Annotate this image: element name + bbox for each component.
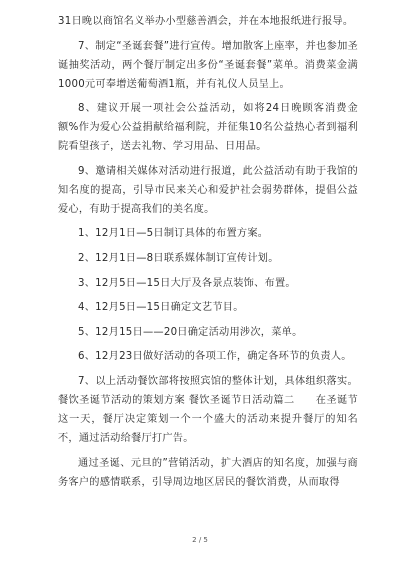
- paragraph: 31日晚以商馆名义举办小型慈善酒会，并在本地报纸进行报导。: [58, 16, 354, 27]
- schedule-item: 5、12月15日——20日确定活动用涉次，菜单。: [78, 326, 303, 338]
- schedule-item: 2、12月1日—8日联系媒体制订宣传计划。: [78, 252, 279, 264]
- paragraph: 7、以上活动餐饮部将按照宾馆的整体计划，具体组织落实。餐饮圣诞节活动的策划方案 餐饮圣诞节日活动篇二 在圣诞节这一天，餐厅决定策划一个一个盛大的活动来提升餐厅的知名不，通过活动给餐厅打广告。: [58, 375, 358, 444]
- document-body: [58, 12, 358, 497]
- page-number: 2 / 5: [192, 536, 208, 544]
- paragraph: 8、建议开展一项社会公益活动，如将24日晚顾客消费金额%作为爱心公益捐献给福利院，并征集10名公益热心者到福利院看望孩子，送去礼物、学习用品、日用品。: [58, 103, 358, 153]
- schedule-item: 1、12月1日—5日制订具体的布置方案。: [78, 228, 269, 240]
- paragraph: 通过圣诞、元旦的”营销活动，扩大酒店的知名度，加强与商务客户的感情联系，引导周边地区居民的餐饮消费，从而取得: [58, 457, 358, 488]
- schedule-item: 3、12月5日—15日大厅及各景点装饰、布置。: [78, 277, 296, 289]
- schedule-item: 4、12月5日—15日确定文艺节目。: [78, 302, 244, 314]
- paragraph: 7、制定“圣诞套餐”进行宣传。增加散客上座率，并也参加圣诞抽奖活动，两个餐厅制定出多份“圣诞套餐”菜单。消费菜金满1000元可奉增送葡萄酒1瓶，并有礼仪人员呈上。: [58, 40, 358, 90]
- schedule-item: 6、12月23日做好活动的各项工作，确定各环节的负责人。: [78, 351, 352, 363]
- paragraph: 9、邀请相关媒体对活动进行报道，此公益活动有助于我馆的知名度的提高，引导市民来关心和爱护社会弱势群体，提倡公益爱心，有助于提高我们的美名度。: [58, 165, 358, 215]
